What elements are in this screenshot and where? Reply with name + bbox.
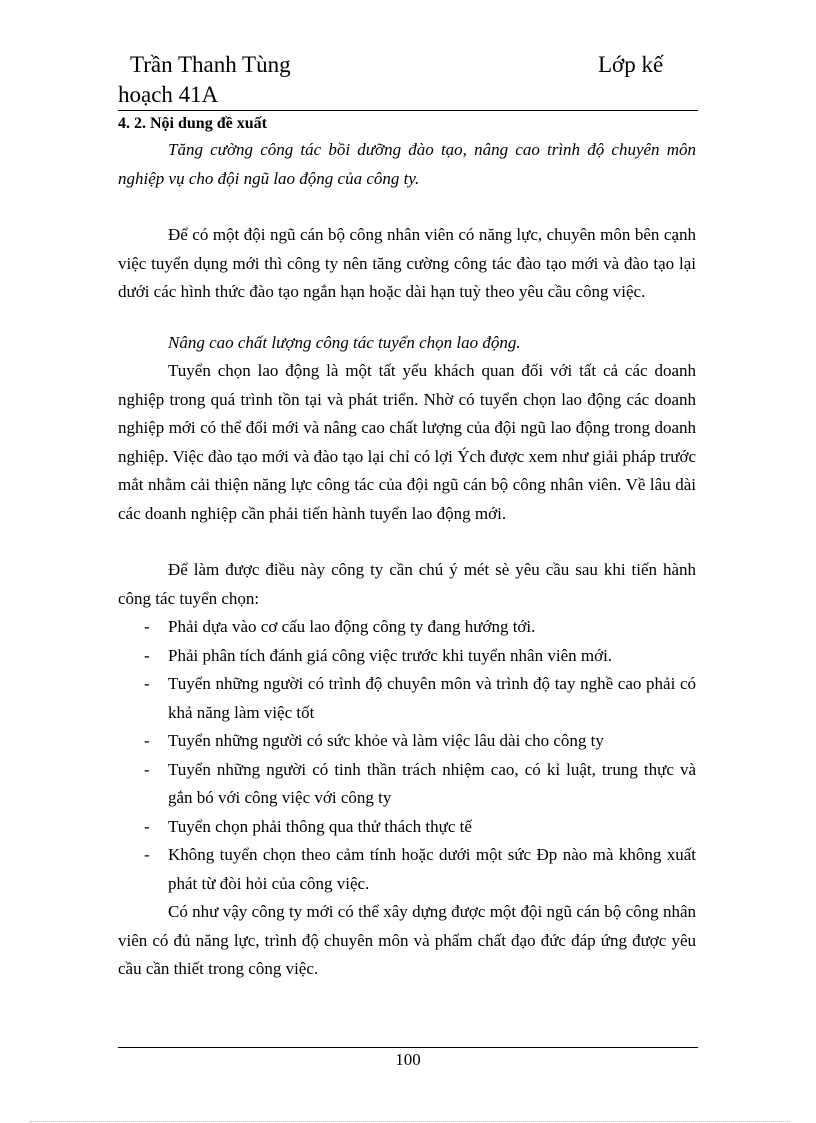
bullet-dash: - [144, 759, 150, 779]
bullet-dash: - [144, 816, 150, 836]
bullet-dash: - [144, 645, 150, 665]
footer-rule [118, 1047, 698, 1048]
list-item: - Tuyển những người có tinh thần trách nhiệm cao, có kỉ luật, trung thực và gắn bó với công việc với công ty [118, 756, 696, 813]
list-item: - Tuyển những người có trình độ chuyên môn và trình độ tay nghề cao phải có khả năng làm việc tốt [118, 670, 696, 727]
paragraph-training-goal: Tăng cường công tác bồi dưỡng đào tạo, nâng cao trình độ chuyên môn nghiệp vụ cho đội ngũ lao động của công ty. [118, 140, 696, 188]
bullet-dash: - [144, 731, 150, 750]
requirements-list [118, 613, 696, 898]
paragraph-training: Để có một đội ngũ cán bộ công nhân viên có năng lực, chuyên môn bên cạnh việc tuyển dụng mới thì công ty nên tăng cường công tác đào tạo mới và đào tạo lại dưới các hình thức đào tạo ngắn hạn hoặc dài hạn tuỳ theo yêu cầu công việc. [118, 225, 696, 301]
bullet-dash: - [144, 674, 150, 693]
bullet-dash: - [144, 617, 150, 636]
header-class-continued: hoạch 41A [118, 82, 219, 107]
list-item: - Tuyển những người có sức khỏe và làm việc lâu dài cho công ty [118, 727, 696, 756]
header-author: Trần Thanh Tùng [130, 52, 291, 77]
header-class: Lớp kế [598, 52, 664, 77]
paragraph-conclusion: Có như vậy công ty mới có thể xây dựng được một đội ngũ cán bộ công nhân viên có đủ năng lực, trình độ chuyên môn và phẩm chất đạo đức đáp ứng được yêu cầu cần thiết trong công việc. [118, 902, 696, 978]
paragraph-recruitment-goal: Nâng cao chất lượng công tác tuyển chọn lao động. [168, 332, 521, 352]
spacer [118, 528, 696, 556]
list-item: - Tuyển chọn phải thông qua thử thách thực tế [118, 813, 696, 842]
paragraph-requirements-intro: Để làm được điều này công ty cần chú ý mét sè yêu cầu sau khi tiến hành công tác tuyển chọn: [118, 560, 696, 608]
header-rule [118, 110, 698, 111]
section-heading: 4. 2. Nội dung đề xuất [118, 115, 267, 132]
spacer [118, 193, 696, 221]
document-body [118, 112, 696, 984]
list-item: - Phải phân tích đánh giá công việc trước khi tuyển nhân viên mới. [118, 642, 696, 671]
list-item: - Không tuyển chọn theo cảm tính hoặc dưới một sức Ðp nào mà không xuất phát từ đòi hỏi của công việc. [118, 841, 696, 898]
list-item: - Phải dựa vào cơ cấu lao động công ty đang hướng tới. [118, 613, 696, 642]
page-number: 100 [395, 1050, 421, 1069]
bullet-dash: - [144, 845, 150, 864]
paragraph-recruitment: Tuyển chọn lao động là một tất yếu khách quan đối với tất cả các doanh nghiệp trong quá trình tồn tại và phát triển. Nhờ có tuyển chọn lao động các doanh nghiệp mới có thể đổi mới và nâng cao chất lượng của đội ngũ lao động trong doanh nghiệp. Việc đào tạo mới và đào tạo lại chỉ có lợi Ých được xem như giải pháp trước mắt nhằm cải thiện năng lực công tác của đội ngũ cán bộ công nhân viên. Về lâu dài các doanh nghiệp cần phải tiến hành tuyển lao động mới. [118, 361, 696, 523]
page-edge-divider [30, 1121, 790, 1122]
spacer [118, 307, 696, 329]
